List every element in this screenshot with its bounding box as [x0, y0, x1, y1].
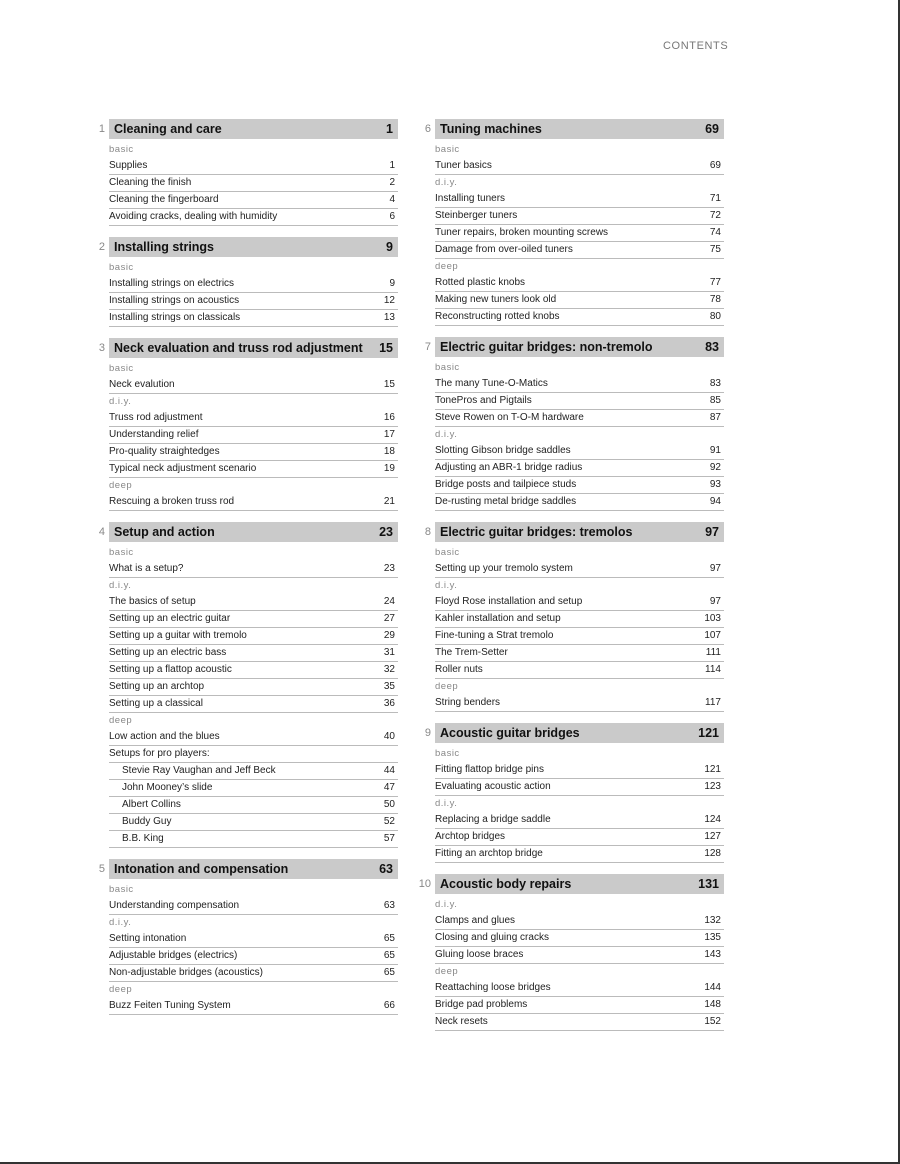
entry-title: Cleaning the fingerboard — [109, 194, 219, 205]
entry-title: Kahler installation and setup — [435, 613, 561, 624]
level-label: d.i.y. — [435, 798, 458, 809]
chapter-number: 7 — [424, 341, 431, 353]
toc-entry[interactable] — [109, 293, 398, 310]
entry-page: 92 — [709, 462, 721, 473]
entry-title: The basics of setup — [109, 596, 196, 607]
chapter-number: 1 — [98, 123, 105, 135]
entry-title: Making new tuners look old — [435, 294, 557, 305]
toc-entry[interactable] — [109, 192, 398, 209]
entry-title: Rescuing a broken truss rod — [109, 496, 235, 507]
chapter-section — [92, 859, 398, 1015]
entry-page: 94 — [709, 496, 721, 507]
entry-title: Stevie Ray Vaughan and Jeff Beck — [122, 765, 276, 776]
entry-page: 97 — [709, 563, 721, 574]
toc-entry[interactable] — [435, 695, 724, 712]
chapter-section — [418, 723, 724, 863]
level-label: basic — [109, 262, 134, 273]
toc-entry[interactable] — [109, 175, 398, 192]
toc-entry[interactable] — [109, 898, 398, 915]
chapter-section — [418, 119, 724, 326]
toc-entry[interactable] — [109, 797, 398, 814]
entry-title: Tuner repairs, broken mounting screws — [435, 227, 609, 238]
entry-title: Setting up a flattop acoustic — [109, 664, 232, 675]
entry-title: Understanding relief — [109, 429, 199, 440]
chapter-entries — [109, 142, 398, 226]
entry-page: 111 — [705, 647, 721, 658]
entry-title: Setting up a guitar with tremolo — [109, 630, 247, 641]
toc-entry[interactable] — [435, 460, 724, 477]
entry-page: 17 — [383, 429, 395, 440]
entry-page: 74 — [709, 227, 721, 238]
toc-entry[interactable] — [109, 611, 398, 628]
entry-page: 65 — [383, 967, 395, 978]
chapter-title: Intonation and compensation — [114, 862, 289, 876]
toc-entry[interactable] — [435, 947, 724, 964]
toc-entry[interactable] — [109, 494, 398, 511]
entry-title: Reattaching loose bridges — [435, 982, 551, 993]
chapter-entries — [109, 361, 398, 511]
entry-title: Setting up an electric guitar — [109, 613, 231, 624]
toc-entry[interactable] — [109, 645, 398, 662]
entry-page: 65 — [383, 933, 395, 944]
chapter-page: 83 — [705, 340, 719, 354]
chapter-title: Neck evaluation and truss rod adjustment — [114, 341, 363, 355]
toc-entry[interactable] — [109, 763, 398, 780]
toc-entry[interactable] — [435, 158, 724, 175]
entry-title: Fitting flattop bridge pins — [435, 764, 544, 775]
entry-page: 24 — [383, 596, 395, 607]
toc-entry[interactable] — [109, 461, 398, 478]
entry-page: 143 — [704, 949, 721, 960]
chapter-heading[interactable] — [418, 723, 724, 743]
chapter-heading[interactable] — [92, 237, 398, 257]
chapter-title-bar — [435, 119, 724, 139]
toc-entry[interactable] — [109, 729, 398, 746]
entry-page: 83 — [709, 378, 721, 389]
entry-page: 91 — [709, 445, 721, 456]
level-label: deep — [109, 480, 133, 491]
chapter-entries — [109, 882, 398, 1015]
chapter-title: Tuning machines — [440, 122, 542, 136]
entry-title: String benders — [435, 697, 501, 708]
chapter-title: Cleaning and care — [114, 122, 222, 136]
entry-title: Installing strings on acoustics — [109, 295, 240, 306]
entry-page: 152 — [704, 1016, 721, 1027]
chapter-section — [418, 337, 724, 511]
toc-entry[interactable] — [435, 393, 724, 410]
entry-page: 32 — [383, 664, 395, 675]
chapter-title-bar — [435, 723, 724, 743]
entry-page: 16 — [383, 412, 395, 423]
entry-page: 4 — [389, 194, 395, 205]
entry-title: Rotted plastic knobs — [435, 277, 526, 288]
chapter-number: 6 — [424, 123, 431, 135]
entry-title: Low action and the blues — [109, 731, 220, 742]
toc-entry[interactable] — [109, 780, 398, 797]
entry-page: 65 — [383, 950, 395, 961]
chapter-title-bar — [109, 522, 398, 542]
chapter-section — [418, 522, 724, 712]
entry-page: 124 — [704, 814, 721, 825]
chapter-heading[interactable] — [418, 522, 724, 542]
toc-entry[interactable] — [109, 931, 398, 948]
entry-title: Supplies — [109, 160, 148, 171]
toc-entry[interactable] — [435, 930, 724, 947]
level-label: d.i.y. — [435, 177, 458, 188]
entry-page: 29 — [383, 630, 395, 641]
toc-entry[interactable] — [435, 309, 724, 326]
entry-page: 128 — [704, 848, 721, 859]
entry-title: Cleaning the finish — [109, 177, 192, 188]
toc-entry[interactable] — [435, 628, 724, 645]
chapter-heading[interactable] — [92, 119, 398, 139]
entry-title: Replacing a bridge saddle — [435, 814, 551, 825]
entry-title: Steve Rowen on T-O-M hardware — [435, 412, 584, 423]
entry-title: Clamps and glues — [435, 915, 516, 926]
toc-entry[interactable] — [435, 779, 724, 796]
level-label: deep — [435, 681, 459, 692]
entry-page: 2 — [389, 177, 395, 188]
level-label: d.i.y. — [435, 580, 458, 591]
entry-title: Truss rod adjustment — [109, 412, 203, 423]
entry-title: Understanding compensation — [109, 900, 240, 911]
toc-entry[interactable] — [109, 427, 398, 444]
chapter-entries — [109, 260, 398, 327]
entry-title: Gluing loose braces — [435, 949, 524, 960]
toc-entry[interactable] — [435, 812, 724, 829]
toc-entry[interactable] — [435, 376, 724, 393]
entry-page: 1 — [389, 160, 395, 171]
toc-entry[interactable] — [435, 846, 724, 863]
chapter-heading[interactable] — [418, 119, 724, 139]
level-label: basic — [109, 884, 134, 895]
toc-entry[interactable] — [435, 762, 724, 779]
entry-title: Bridge pad problems — [435, 999, 528, 1010]
entry-page: 35 — [383, 681, 395, 692]
chapter-entries — [109, 545, 398, 848]
entry-page: 57 — [383, 833, 395, 844]
entry-page: 107 — [704, 630, 721, 641]
entry-title: De-rusting metal bridge saddles — [435, 496, 577, 507]
entry-page: 31 — [383, 647, 395, 658]
chapter-section — [92, 522, 398, 848]
entry-page: 66 — [383, 1000, 395, 1011]
toc-entry[interactable] — [435, 275, 724, 292]
entry-title: Setting intonation — [109, 933, 187, 944]
toc-entry[interactable] — [109, 948, 398, 965]
toc-entry[interactable] — [109, 444, 398, 461]
level-label: basic — [435, 748, 460, 759]
chapter-entries — [435, 545, 724, 712]
level-label: deep — [435, 966, 459, 977]
entry-title: Archtop bridges — [435, 831, 506, 842]
entry-page: 103 — [704, 613, 721, 624]
entry-page: 19 — [383, 463, 395, 474]
chapter-number: 2 — [98, 241, 105, 253]
entry-page — [395, 746, 398, 762]
chapter-page: 69 — [705, 122, 719, 136]
entry-title: Neck resets — [435, 1016, 488, 1027]
chapter-heading[interactable] — [92, 338, 398, 358]
entry-title: TonePros and Pigtails — [435, 395, 532, 406]
entry-page: 36 — [383, 698, 395, 709]
toc-entry[interactable] — [435, 829, 724, 846]
entry-page: 127 — [704, 831, 721, 842]
toc-entry[interactable] — [109, 662, 398, 679]
entry-title: Slotting Gibson bridge saddles — [435, 445, 571, 456]
entry-page: 72 — [709, 210, 721, 221]
entry-page: 97 — [709, 596, 721, 607]
toc-entry[interactable] — [109, 377, 398, 394]
chapter-number: 10 — [418, 878, 431, 890]
entry-page: 144 — [704, 982, 721, 993]
entry-title: Buzz Feiten Tuning System — [109, 1000, 231, 1011]
toc-entry[interactable] — [109, 209, 398, 226]
entry-title: Avoiding cracks, dealing with humidity — [109, 211, 278, 222]
toc-entry[interactable] — [435, 494, 724, 511]
entry-page: 69 — [709, 160, 721, 171]
toc-entry[interactable] — [435, 443, 724, 460]
chapter-section — [92, 237, 398, 327]
toc-entry[interactable] — [435, 1014, 724, 1031]
chapter-page: 15 — [379, 341, 393, 355]
chapter-title: Installing strings — [114, 240, 215, 254]
toc-entry[interactable] — [435, 242, 724, 259]
entry-title: Reconstructing rotted knobs — [435, 311, 560, 322]
toc-entry[interactable] — [109, 410, 398, 427]
chapter-title-bar — [109, 338, 398, 358]
level-label: deep — [109, 715, 133, 726]
level-label: deep — [435, 261, 459, 272]
toc-entry[interactable] — [435, 662, 724, 679]
entry-title: Installing strings on electrics — [109, 278, 235, 289]
entry-title: Setting up a classical — [109, 698, 203, 709]
entry-page: 44 — [383, 765, 395, 776]
chapter-title-bar — [109, 237, 398, 257]
chapter-entries — [435, 360, 724, 511]
entry-page: 121 — [704, 764, 721, 775]
entry-page: 77 — [709, 277, 721, 288]
chapter-heading[interactable] — [418, 337, 724, 357]
entry-page: 132 — [704, 915, 721, 926]
entry-page: 114 — [705, 664, 721, 675]
chapter-section — [92, 119, 398, 226]
entry-page: 9 — [389, 278, 395, 289]
chapter-page: 23 — [379, 525, 393, 539]
chapter-heading[interactable] — [92, 522, 398, 542]
level-label: d.i.y. — [109, 917, 132, 928]
entry-page: 78 — [709, 294, 721, 305]
toc-entry[interactable] — [109, 998, 398, 1015]
chapter-number: 8 — [424, 526, 431, 538]
entry-page: 6 — [389, 211, 395, 222]
entry-title: Fitting an archtop bridge — [435, 848, 543, 859]
entry-title: Buddy Guy — [122, 816, 172, 827]
entry-title: Closing and gluing cracks — [435, 932, 549, 943]
entry-page: 80 — [709, 311, 721, 322]
entry-page: 148 — [704, 999, 721, 1010]
toc-entry[interactable] — [109, 746, 398, 763]
entry-title: Installing tuners — [435, 193, 506, 204]
entry-title: The many Tune-O-Matics — [435, 378, 548, 389]
level-label: basic — [435, 362, 460, 373]
entry-page: 85 — [709, 395, 721, 406]
entry-page: 21 — [383, 496, 395, 507]
level-label: d.i.y. — [109, 580, 132, 591]
entry-title: What is a setup? — [109, 563, 184, 574]
toc-entry[interactable] — [109, 561, 398, 578]
toc-entry[interactable] — [435, 410, 724, 427]
chapter-title: Setup and action — [114, 525, 215, 539]
entry-page: 27 — [383, 613, 395, 624]
toc-entry[interactable] — [435, 594, 724, 611]
entry-title: Adjustable bridges (electrics) — [109, 950, 238, 961]
entry-title: B.B. King — [122, 833, 164, 844]
chapter-number: 4 — [98, 526, 105, 538]
toc-entry[interactable] — [109, 831, 398, 848]
toc-entry[interactable] — [109, 310, 398, 327]
entry-page: 87 — [709, 412, 721, 423]
entry-page: 63 — [383, 900, 395, 911]
entry-title: Adjusting an ABR-1 bridge radius — [435, 462, 583, 473]
chapter-section — [418, 874, 724, 1031]
entry-title: John Mooney’s slide — [122, 782, 213, 793]
level-label: d.i.y. — [109, 396, 132, 407]
toc-entry[interactable] — [435, 561, 724, 578]
entry-title: Roller nuts — [435, 664, 483, 675]
entry-title: Neck evalution — [109, 379, 175, 390]
toc-entry[interactable] — [109, 814, 398, 831]
entry-title: The Trem-Setter — [435, 647, 508, 658]
toc-entry[interactable] — [435, 292, 724, 309]
chapter-entries — [435, 142, 724, 326]
entry-page: 23 — [383, 563, 395, 574]
entry-title: Setting up your tremolo system — [435, 563, 573, 574]
entry-title: Floyd Rose installation and setup — [435, 596, 583, 607]
entry-page: 123 — [704, 781, 721, 792]
chapter-title-bar — [109, 119, 398, 139]
entry-title: Installing strings on classicals — [109, 312, 241, 323]
entry-title: Evaluating acoustic action — [435, 781, 551, 792]
chapter-section — [92, 338, 398, 511]
toc-entry[interactable] — [435, 645, 724, 662]
chapter-entries — [435, 746, 724, 863]
toc-entry[interactable] — [435, 191, 724, 208]
entry-page: 75 — [709, 244, 721, 255]
toc-entry[interactable] — [109, 628, 398, 645]
toc-entry[interactable] — [109, 965, 398, 982]
chapter-title-bar — [435, 522, 724, 542]
running-head: CONTENTS — [663, 40, 729, 52]
toc-column-left — [92, 119, 398, 1026]
chapter-page: 131 — [698, 877, 719, 891]
entry-page: 47 — [383, 782, 395, 793]
entry-title: Bridge posts and tailpiece studs — [435, 479, 577, 490]
entry-title: Pro-quality straightedges — [109, 446, 220, 457]
toc-entry[interactable] — [435, 611, 724, 628]
toc-entry[interactable] — [435, 225, 724, 242]
entry-title: Setting up an archtop — [109, 681, 205, 692]
level-label: d.i.y. — [435, 899, 458, 910]
entry-page: 50 — [383, 799, 395, 810]
level-label: basic — [109, 363, 134, 374]
toc-entry[interactable] — [435, 477, 724, 494]
chapter-number: 5 — [98, 863, 105, 875]
entry-page: 135 — [704, 932, 721, 943]
level-label: d.i.y. — [435, 429, 458, 440]
entry-title: Fine-tuning a Strat tremolo — [435, 630, 554, 641]
toc-entry[interactable] — [109, 158, 398, 175]
toc-entry[interactable] — [109, 594, 398, 611]
entry-title: Typical neck adjustment scenario — [109, 463, 257, 474]
entry-page: 13 — [383, 312, 395, 323]
chapter-page: 121 — [698, 726, 719, 740]
level-label: basic — [435, 547, 460, 558]
entry-title: Steinberger tuners — [435, 210, 518, 221]
toc-entry[interactable] — [435, 997, 724, 1014]
chapter-title: Acoustic body repairs — [440, 877, 572, 891]
entry-page: 40 — [383, 731, 395, 742]
chapter-title-bar — [109, 859, 398, 879]
entry-page: 15 — [383, 379, 395, 390]
chapter-page: 9 — [386, 240, 393, 254]
toc-entry[interactable] — [109, 696, 398, 713]
toc-entry[interactable] — [109, 679, 398, 696]
entry-page: 71 — [709, 193, 721, 204]
chapter-entries — [435, 897, 724, 1031]
entry-title: Setups for pro players: — [109, 748, 210, 759]
entry-title: Tuner basics — [435, 160, 492, 171]
entry-title: Non-adjustable bridges (acoustics) — [109, 967, 263, 978]
chapter-title: Electric guitar bridges: tremolos — [440, 525, 633, 539]
toc-entry[interactable] — [435, 913, 724, 930]
level-label: basic — [109, 547, 134, 558]
entry-title: Damage from over-oiled tuners — [435, 244, 573, 255]
chapter-page: 97 — [705, 525, 719, 539]
entry-page: 117 — [705, 697, 721, 708]
toc-entry[interactable] — [435, 980, 724, 997]
chapter-number: 9 — [424, 727, 431, 739]
entry-page: 18 — [383, 446, 395, 457]
chapter-heading[interactable] — [92, 859, 398, 879]
chapter-number: 3 — [98, 342, 105, 354]
level-label: deep — [109, 984, 133, 995]
toc-column-right — [418, 119, 724, 1042]
level-label: basic — [109, 144, 134, 155]
chapter-page: 63 — [379, 862, 393, 876]
chapter-page: 1 — [386, 122, 393, 136]
chapter-title-bar — [435, 337, 724, 357]
chapter-heading[interactable] — [418, 874, 724, 894]
toc-entry[interactable] — [109, 276, 398, 293]
chapter-title-bar — [435, 874, 724, 894]
entry-title: Albert Collins — [122, 799, 181, 810]
entry-page: 93 — [709, 479, 721, 490]
level-label: basic — [435, 144, 460, 155]
chapter-title: Electric guitar bridges: non-tremolo — [440, 340, 653, 354]
entry-title: Setting up an electric bass — [109, 647, 227, 658]
chapter-title: Acoustic guitar bridges — [440, 726, 580, 740]
toc-entry[interactable] — [435, 208, 724, 225]
entry-page: 12 — [383, 295, 395, 306]
entry-page: 52 — [383, 816, 395, 827]
